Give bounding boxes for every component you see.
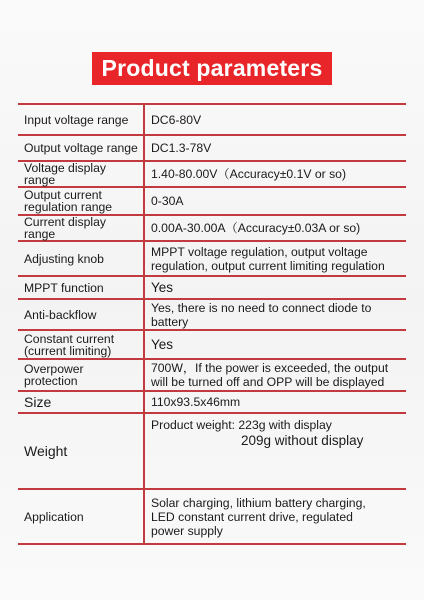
table-row: [18, 275, 406, 298]
value-line: 0.00A-30.00A（Accuracy±0.03A or so): [151, 221, 361, 235]
table-row: [18, 160, 406, 186]
row-label: Anti-backflow: [18, 300, 145, 329]
value-line: power supply: [151, 523, 223, 538]
value-line: LED constant current drive, regulated: [151, 509, 353, 524]
value-line: 1.40-80.00V（Accuracy±0.1V or so): [151, 167, 347, 181]
table-row: [18, 186, 406, 214]
value-line: DC1.3-78V: [151, 141, 212, 155]
value-line: Yes: [151, 279, 174, 295]
row-label: Output voltage range: [18, 136, 145, 160]
row-label: Input voltage range: [18, 105, 145, 134]
title-wrap: [0, 52, 424, 85]
row-label: Weight: [18, 414, 145, 488]
value-line: 0-30A: [151, 194, 184, 208]
row-label: Application: [18, 490, 145, 543]
table-row: [18, 358, 406, 390]
row-value: [145, 300, 406, 329]
table-row: [18, 329, 406, 358]
row-value: [145, 136, 406, 160]
table-row: [18, 240, 406, 275]
value-line: DC6-80V: [151, 112, 202, 127]
table-row: [18, 214, 406, 240]
row-label: Voltage display range: [18, 162, 145, 186]
value-line: 700W，If the power is exceeded, the output: [151, 361, 389, 375]
page-title: Product parameters: [92, 52, 333, 85]
row-value: [145, 188, 406, 214]
value-line: Yes, there is no need to connect diode to: [151, 300, 372, 315]
value-line: Product weight: 223g with display: [151, 418, 332, 432]
row-value: [145, 392, 406, 412]
row-value: [145, 490, 406, 543]
table-row: [18, 134, 406, 160]
row-value: [145, 105, 406, 134]
table-row: [18, 488, 406, 543]
row-label: Overpower protection: [18, 360, 145, 390]
row-label: Output current regulation range: [18, 188, 145, 214]
value-line: regulation, output current limiting regulation: [151, 258, 385, 273]
value-line: 209g without display: [241, 433, 364, 448]
table-row: [18, 105, 406, 134]
row-label: Size: [18, 392, 145, 412]
table-row: [18, 412, 406, 488]
row-label: Adjusting knob: [18, 242, 145, 275]
row-label: MPPT function: [18, 277, 145, 298]
table-row: [18, 390, 406, 412]
row-value: [145, 360, 406, 390]
value-line: battery: [151, 314, 189, 329]
row-value: [145, 331, 406, 358]
row-label: Current display range: [18, 216, 145, 240]
value-line: will be turned off and OPP will be displayed: [151, 375, 385, 389]
table-row: [18, 298, 406, 329]
row-value: [145, 277, 406, 298]
value-line: Yes: [151, 336, 174, 352]
value-line: Solar charging, lithium battery charging,: [151, 495, 366, 510]
row-value: [145, 414, 406, 488]
parameters-table: [18, 103, 406, 545]
value-line: MPPT voltage regulation, output voltage: [151, 244, 368, 259]
row-label: Constant current (current limiting): [18, 331, 145, 358]
row-value: [145, 162, 406, 186]
row-value: [145, 242, 406, 275]
row-value: [145, 216, 406, 240]
value-line: 110x93.5x46mm: [151, 395, 241, 409]
